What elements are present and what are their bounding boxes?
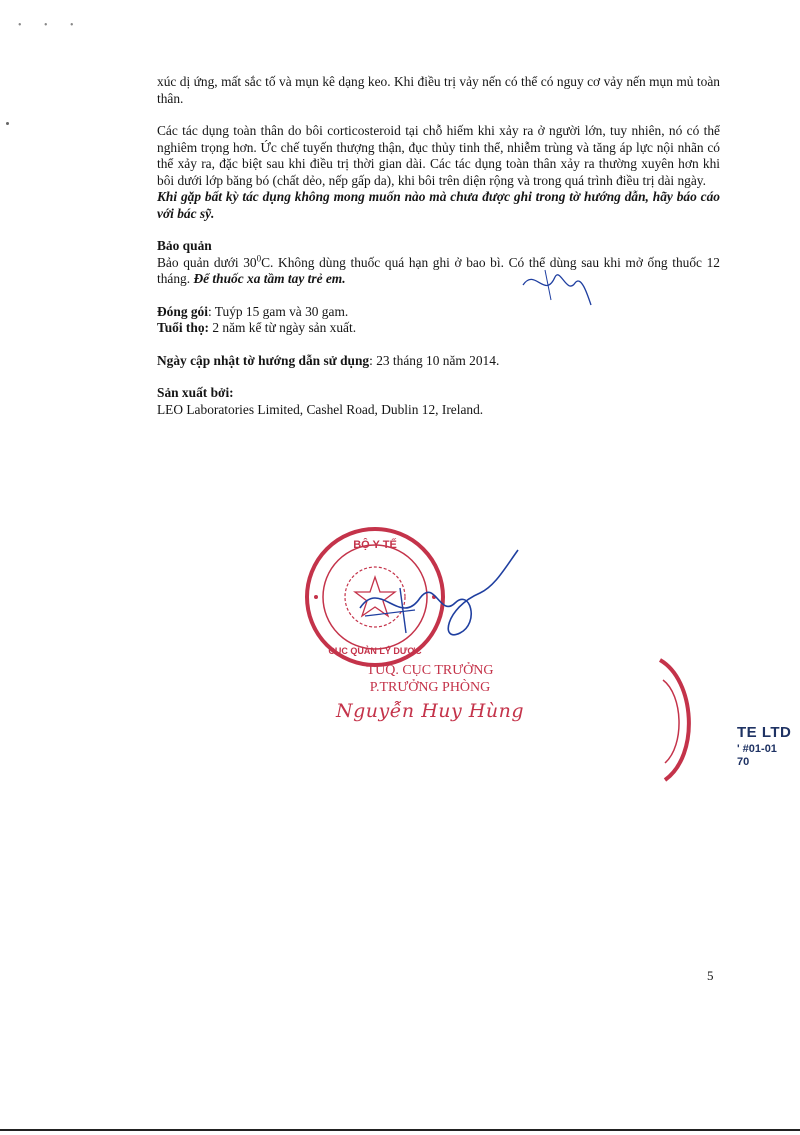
bottom-border-line xyxy=(0,1129,800,1131)
officer-name: Nguyễn Huy Hùng xyxy=(335,700,524,722)
manufacturer-address: LEO Laboratories Limited, Cashel Road, Dublin 12, Ireland. xyxy=(157,401,484,417)
storage-warning: Để thuốc xa tầm tay trẻ em. xyxy=(193,271,346,286)
storage-text: Bảo quản dưới $30^0C$. Không dùng thuốc quá hạn ghi ở bao bì. Có thể dùng sau khi mở ống thuốc 12 tháng. Để thuốc xa tầm tay trẻ em. xyxy=(157,253,720,286)
corner-dots: • • • xyxy=(18,20,84,31)
side-effects-paragraph: xúc dị ứng, mất sắc tố và mụn kê dạng keo. Khi điều trị vảy nến có thể có nguy cơ vảy nến mụn mủ toàn thân. xyxy=(157,74,720,106)
initial-signature xyxy=(515,265,595,310)
packaging-line: Đóng gói: Tuýp 15 gam và 30 gam. xyxy=(157,303,349,319)
officer-title-line1: TUQ. CỤC TRƯỞNG xyxy=(366,663,494,678)
officer-signature xyxy=(340,548,530,658)
storage-heading: Bảo quản xyxy=(157,238,212,253)
page-number: 5 xyxy=(707,968,714,983)
updated-date-line: Ngày cập nhật tờ hướng dẫn sử dụng: 23 tháng 10 năm 2014. xyxy=(157,352,500,368)
document-body xyxy=(157,74,720,418)
svg-text:BỘ Y TẾ: BỘ Y TẾ xyxy=(353,539,397,551)
company-stamp-text: TE LTD ' #01-01 70 xyxy=(737,724,792,768)
adverse-report-warning: Khi gặp bất kỳ tác dụng không mong muốn nào mà chưa được ghi trong tờ hướng dẫn, hãy báo cáo với bác sỹ. xyxy=(157,189,720,221)
shelf-life-line: Tuổi thọ: 2 năm kể từ ngày sản xuất. xyxy=(157,320,357,335)
margin-dot xyxy=(6,122,9,125)
officer-title-block xyxy=(330,662,530,722)
officer-title-line2: P.TRƯỞNG PHÒNG xyxy=(369,680,491,695)
svg-text:CỤC QUẢN LÝ DƯỢC: CỤC QUẢN LÝ DƯỢC xyxy=(328,646,422,656)
systemic-effects-paragraph: Các tác dụng toàn thân do bôi corticosteroid tại chỗ hiếm khi xảy ra ở người lớn, tuy nhiên, nó có thể nghiêm trọng hơn. Ức chế tuyến thượng thận, đục thủy tinh thể, nhiễm trùng và tăng áp lực nội nhãn có thể xảy ra, đặc biệt sau khi điều trị thời gian dài. Các tác dụng toàn thân xảy ra thường xuyên hơn khi bôi dưới lớp băng bó (chất dẻo, nếp gấp da), khi bôi trên diện rộng và trong quá trình điều trị dài ngày. xyxy=(157,123,720,188)
manufacturer-heading: Sản xuất bởi: xyxy=(157,385,234,400)
partial-edge-stamp xyxy=(655,655,700,785)
